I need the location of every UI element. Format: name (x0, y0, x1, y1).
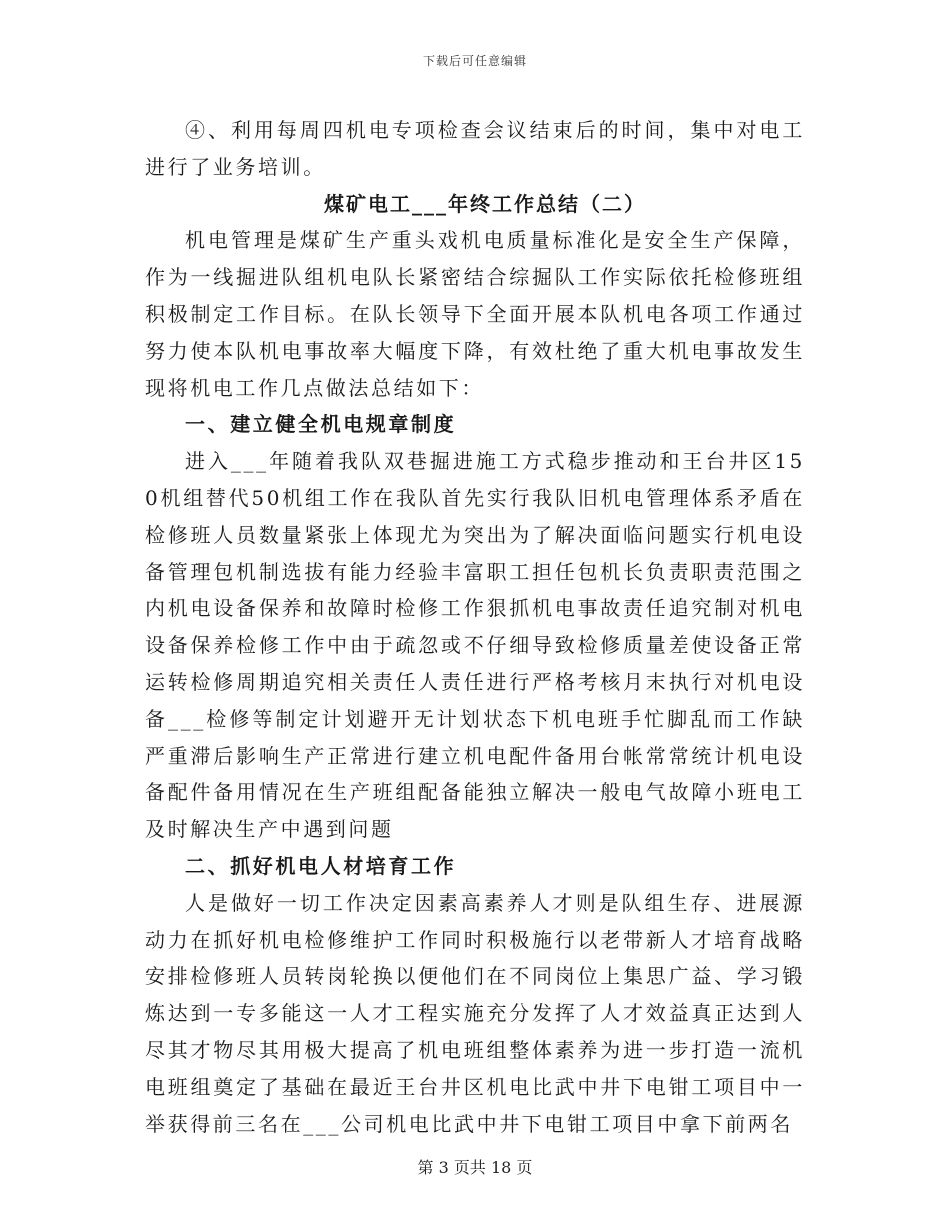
paragraph-overview: 机电管理是煤矿生产重头戏机电质量标准化是安全生产保障，作为一线掘进队组机电队长紧密结合综掘队工作实际依托检修班组积极制定工作目标。在队长领导下全面开展本队机电各项工作通过努力使本队机电事故率大幅度下降，有效杜绝了重大机电事故发生现将机电工作几点做法总结如下： (145, 228, 805, 400)
paragraph-section-2: 人是做好一切工作决定因素高素养人才则是队组生存、进展源动力在抓好机电检修维护工作同时积极施行以老带新人才培育战略安排检修班人员转岗轮换以便他们在不同岗位上集思广益、学习锻炼达到一专多能这一人才工程实施充分发挥了人才效益真正达到人尽其才物尽其用极大提高了机电班组整体素养为进一步打造一流机电班组奠定了基础在最近王台井区机电比武中井下电钳工项目中一举获得前三名在___公司机电比武中井下电钳工项目中拿下前两名 (145, 890, 805, 1136)
document-title: 煤矿电工___年终工作总结（二） (324, 191, 646, 216)
page-header: 下载后可任意编辑 (422, 54, 527, 68)
section-heading-2: 二、抓好机电人材培育工作 (185, 853, 457, 878)
intro-paragraph: ④、利用每周四机电专项检查会议结束后的时间，集中对电工进行了业务培训。 (145, 118, 805, 179)
paragraph-section-1: 进入___年随着我队双巷掘进施工方式稳步推动和王台井区150机组替代50机组工作在我队首先实行我队旧机电管理体系矛盾在检修班人员数量紧张上体现尤为突出为了解决面临问题实行机电设备管理包机制选拔有能力经验丰富职工担任包机长负责职责范围之内机电设备保养和故障时检修工作狠抓机电事故责任追究制对机电设备保养检修工作中由于疏忽或不仔细导致检修质量差使设备正常运转检修周期追究相关责任人责任进行严格考核月末执行对机电设备___检修等制定计划避开无计划状态下机电班手忙脚乱而工作缺严重滞后影响生产正常进行建立机电配件备用台帐常常统计机电设备配件备用情况在生产班组配备能独立解决一般电气故障小班电工及时解决生产中遇到问题 (145, 449, 805, 842)
page-footer: 第 3 页共 18 页 (417, 1158, 533, 1177)
section-heading-1: 一、建立健全机电规章制度 (185, 412, 457, 437)
document-body (145, 112, 805, 1142)
